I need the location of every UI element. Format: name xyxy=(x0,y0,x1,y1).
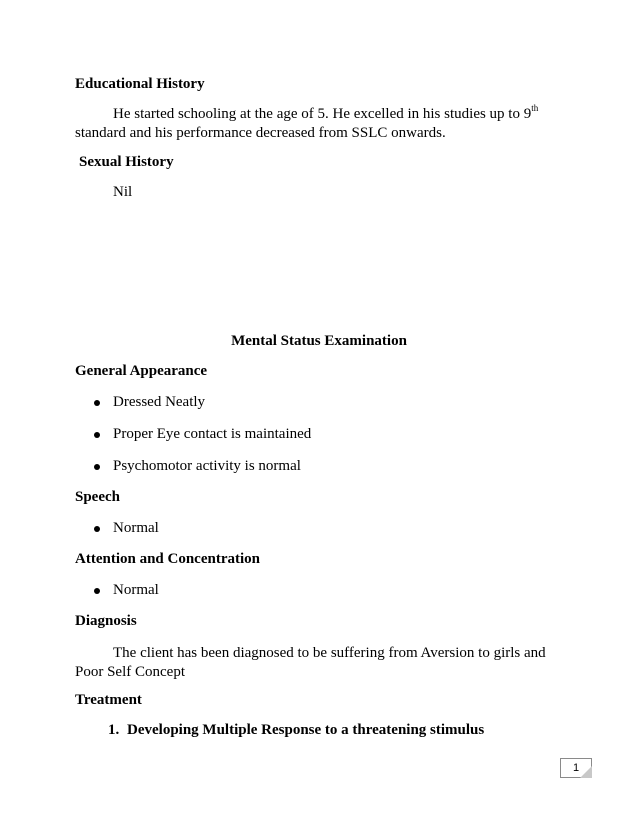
treatment-item-text: Developing Multiple Response to a threatening stimulus xyxy=(127,722,485,738)
educational-history-heading: Educational History xyxy=(75,76,205,92)
mse-title: Mental Status Examination xyxy=(231,333,407,349)
list-item-text: Psychomotor activity is normal xyxy=(113,458,301,474)
diagnosis-line1: The client has been diagnosed to be suffering from Aversion to girls and xyxy=(113,645,546,661)
bullet-icon xyxy=(94,526,100,532)
attention-heading: Attention and Concentration xyxy=(75,551,261,567)
sexual-history-heading: Sexual History xyxy=(79,154,174,170)
bullet-icon xyxy=(94,588,100,594)
general-appearance-heading: General Appearance xyxy=(75,363,208,379)
treatment-item-number: 1. xyxy=(108,722,120,738)
page-number-text: 1 xyxy=(572,762,580,774)
page-fold-icon xyxy=(580,766,592,778)
bullet-icon xyxy=(94,432,100,438)
educational-history-line1 xyxy=(113,104,538,124)
list-item-text: Normal xyxy=(113,520,159,536)
treatment-item-1 xyxy=(108,722,484,739)
superscript-th: th xyxy=(531,103,539,113)
list-item-text: Dressed Neatly xyxy=(113,394,206,410)
educational-history-line2: standard and his performance decreased from SSLC onwards. xyxy=(75,125,446,141)
diagnosis-heading: Diagnosis xyxy=(75,613,137,629)
bullet-icon xyxy=(94,400,100,406)
bullet-icon xyxy=(94,464,100,470)
sexual-history-text: Nil xyxy=(113,184,133,200)
treatment-heading: Treatment xyxy=(75,692,142,708)
list-item-text: Normal xyxy=(113,582,159,598)
list-item-text: Proper Eye contact is maintained xyxy=(113,426,312,442)
diagnosis-line2: Poor Self Concept xyxy=(75,664,185,680)
speech-heading: Speech xyxy=(75,489,120,505)
educational-history-line1-text: He started schooling at the age of 5. He excelled in his studies up to 9 xyxy=(113,106,532,122)
